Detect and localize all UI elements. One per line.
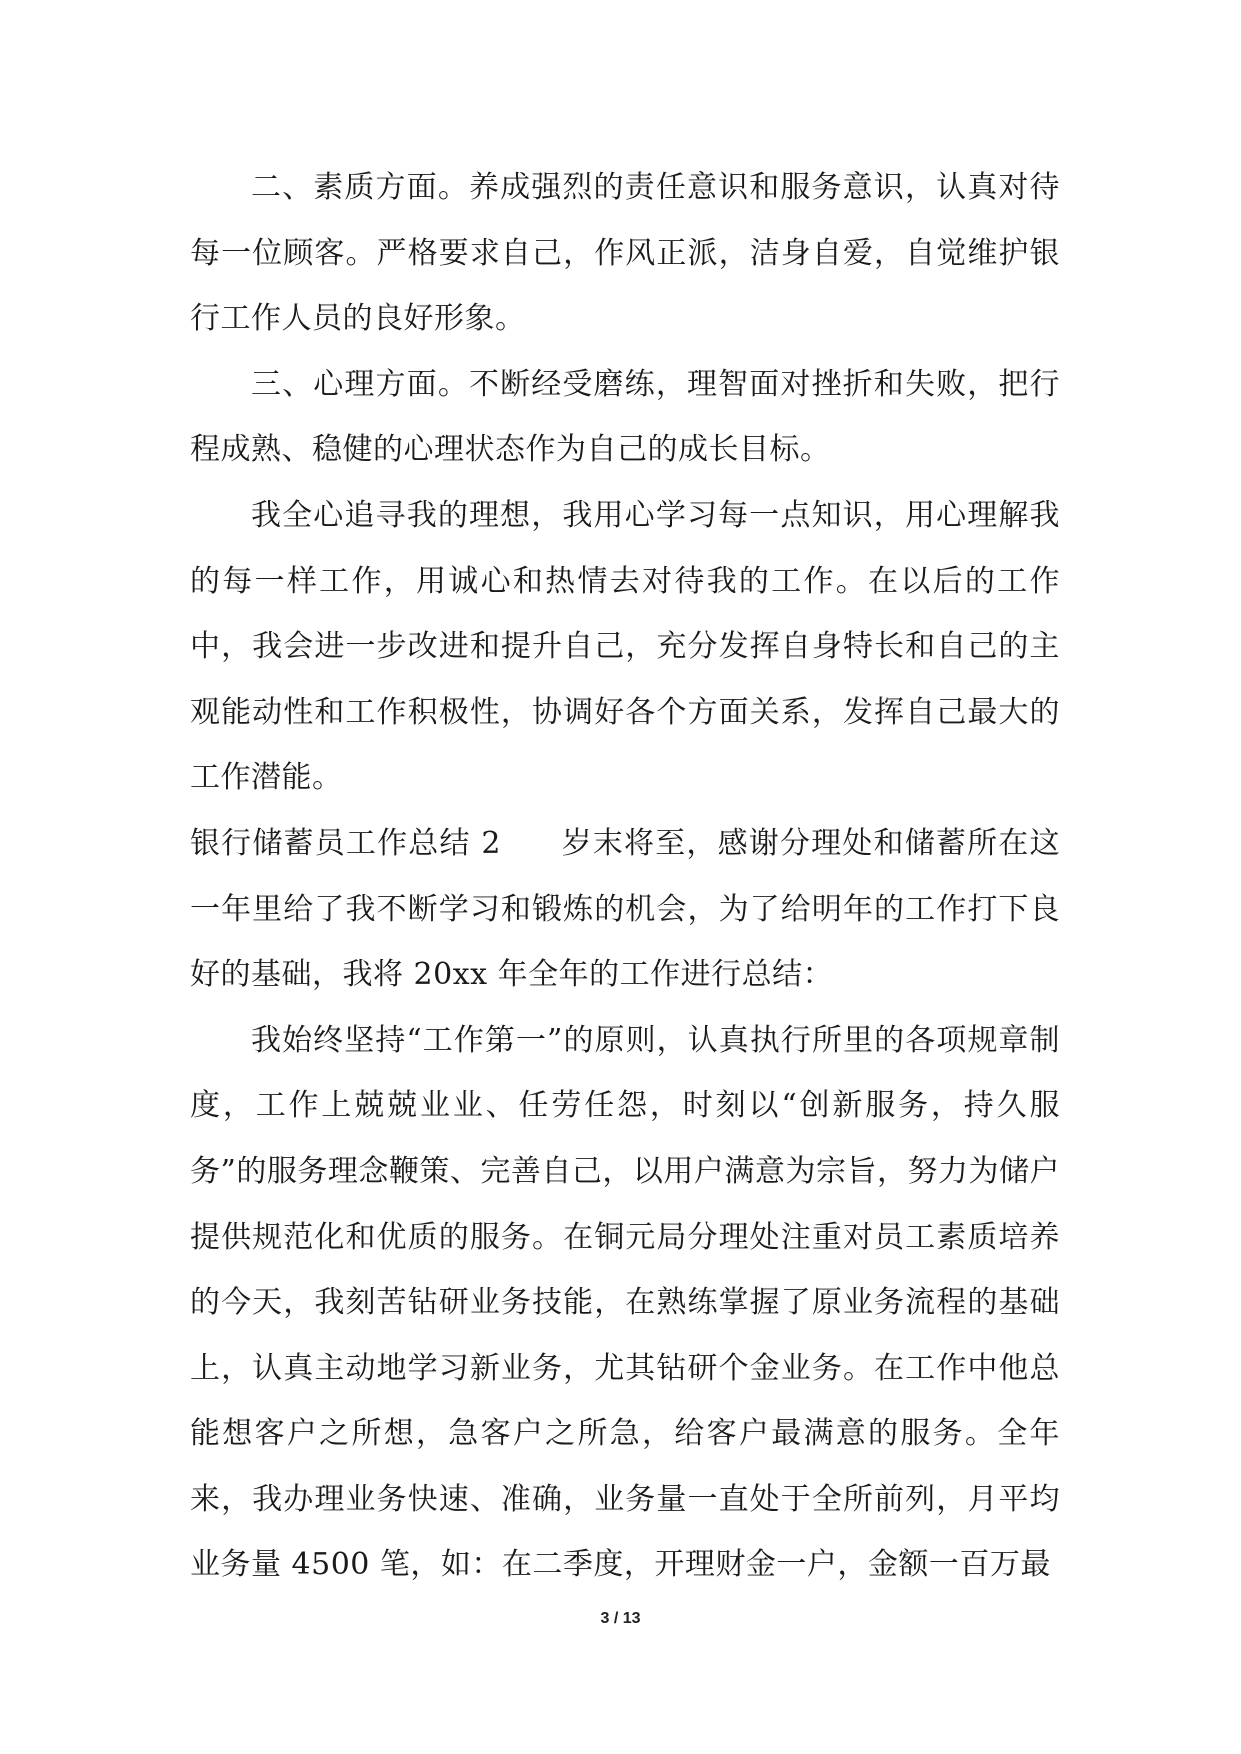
paragraph-conclusion: 我全心追寻我的理想，我用心学习每一点知识，用心理解我的每一样工作，用诚心和热情去对待我的工作。在以后的工作中，我会进一步改进和提升自己，充分发挥自身特长和自己的主观能动性和工作积极性，协调好各个方面关系，发挥自己最大的工作潜能。 xyxy=(190,497,1060,796)
section-intro-paragraph xyxy=(190,811,1060,1008)
document-body xyxy=(190,155,1060,1598)
paragraph-quality: 二、素质方面。养成强烈的责任意识和服务意识，认真对待每一位顾客。严格要求自己，作风正派，洁身自爱，自觉维护银行工作人员的良好形象。 xyxy=(190,170,1060,337)
paragraph-psychology: 三、心理方面。不断经受磨练，理智面对挫折和失败，把行程成熟、稳健的心理状态作为自己的成长目标。 xyxy=(190,366,1060,468)
section-intro: 岁末将至，感谢分理处和储蓄所在这一年里给了我不断学习和锻炼的机会，为了给明年的工作打下良好的基础，我将 20xx 年全年的工作进行总结： xyxy=(190,825,1060,993)
page-number: 3 / 13 xyxy=(600,1610,641,1627)
section-title: 银行储蓄员工作总结 2 xyxy=(190,825,501,861)
paragraph-work-body: 我始终坚持“工作第一”的原则，认真执行所里的各项规章制度，工作上兢兢业业、任劳任怨，时刻以“创新服务，持久服务”的服务理念鞭策、完善自己，以用户满意为宗旨，努力为储户提供规范化和优质的服务。在铜元局分理处注重对员工素质培养的今天，我刻苦钻研业务技能，在熟练掌握了原业务流程的基础上，认真主动地学习新业务，尤其钻研个金业务。在工作中他总能想客户之所想，急客户之所急，给客户最满意的服务。全年来，我办理业务快速、准确，业务量一直处于全所前列，月平均业务量 4500 笔，如：在二季度，开理财金一户，金额一百万最 xyxy=(190,1022,1060,1583)
